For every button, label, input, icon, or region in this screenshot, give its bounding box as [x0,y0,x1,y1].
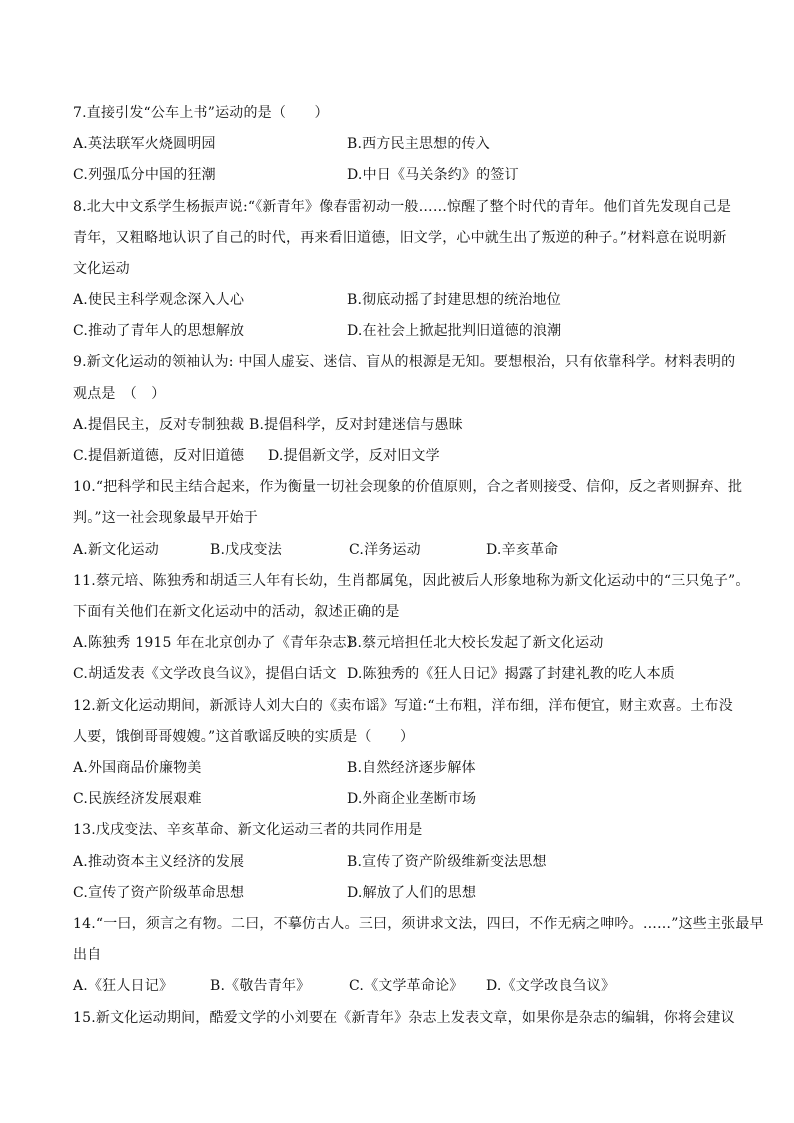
question-11-option-a: A.陈独秀 1915 年在北京创办了《青年杂志》 [73,635,361,651]
question-8-option-b: B.彻底动摇了封建思想的统治地位 [347,292,561,308]
question-11-option-b: B.蔡元培担任北大校长发起了新文化运动 [347,635,604,651]
question-13-option-d: D.解放了人们的思想 [347,885,477,901]
question-7-stem: 7.直接引发“公车上书”运动的是（ ） [73,105,329,121]
question-12-option-d: D.外商企业垄断市场 [347,791,477,807]
question-15-stem: 15.新文化运动期间，酷爱文学的小刘要在《新青年》杂志上发表文章，如果你是杂志的编辑，你将会建议 [73,1010,735,1026]
question-13-option-b: B.宣传了资产阶级维新变法思想 [347,854,547,870]
question-13-option-c: C.宣传了资产阶级革命思想 [73,885,245,901]
question-7-option-a: A.英法联军火烧圆明园 [73,136,216,152]
question-14-option-a: A.《狂人日记》 [73,978,174,994]
question-10-option-a: A.新文化运动 [73,542,159,558]
question-11-stem-line-2: 下面有关他们在新文化运动中的活动，叙述正确的是 [73,604,400,620]
question-9-option-a: A.提倡民主，反对专制独裁 [73,417,245,433]
question-14-option-c: C.《文学革命论》 [349,978,464,994]
question-9-option-c: C.提倡新道德，反对旧道德 [73,448,245,464]
question-10-stem-line-1: 10.“把科学和民主结合起来，作为衡量一切社会现象的价值原则，合之者则接受、信仰，反之者则摒弃、批 [73,479,743,495]
question-7-option-d: D.中日《马关条约》的签订 [347,167,519,183]
question-8-stem-line-3: 文化运动 [73,261,130,277]
question-13-option-a: A.推动资本主义经济的发展 [73,854,245,870]
question-9-option-b: B.提倡科学，反对封建迷信与愚昧 [249,417,463,433]
question-9-stem-line-2: 观点是 （ ） [73,386,166,402]
question-8-option-c: C.推动了青年人的思想解放 [73,323,245,339]
question-14-option-b: B.《敬告青年》 [210,978,311,994]
question-12-stem-line-1: 12.新文化运动期间，新派诗人刘大白的《卖布谣》写道:“土布粗，洋布细，洋布便宜，财主欢喜。土布没 [73,698,733,714]
question-10-option-c: C.洋务运动 [349,542,421,558]
question-14-option-d: D.《文学改良刍议》 [486,978,616,994]
question-10-stem-line-2: 判。”这一社会现象最早开始于 [73,510,258,526]
question-8-option-d: D.在社会上掀起批判旧道德的浪潮 [347,323,562,339]
question-12-option-c: C.民族经济发展艰难 [73,791,202,807]
question-14-stem-line-2: 出自 [73,947,102,963]
question-8-option-a: A.使民主科学观念深入人心 [73,292,245,308]
question-11-option-d: D.陈独秀的《狂人日记》揭露了封建礼教的吃人本质 [347,666,675,682]
question-10-option-b: B.戊戌变法 [210,542,282,558]
question-10-option-d: D.辛亥革命 [486,542,559,558]
question-12-stem-line-2: 人要，饿倒哥哥嫂嫂。”这首歌谣反映的实质是（ ） [73,729,415,745]
question-14-stem-line-1: 14.“一曰，须言之有物。二曰，不摹仿古人。三曰，须讲求文法，四曰，不作无病之呻吟。……”这些主张最早 [73,916,764,932]
question-12-option-a: A.外国商品价廉物美 [73,760,202,776]
question-13-stem: 13.戊戌变法、辛亥革命、新文化运动三者的共同作用是 [73,822,423,838]
question-11-option-c: C.胡适发表《文学改良刍议》，提倡白话文 [73,666,337,682]
question-11-stem-line-1: 11.蔡元培、陈独秀和胡适三人年有长幼，生肖都属兔，因此被后人形象地称为新文化运动中的“三只兔子”。 [73,573,750,589]
question-7-option-c: C.列强瓜分中国的狂潮 [73,167,216,183]
question-8-stem-line-2: 青年，又粗略地认识了自己的时代，再来看旧道德，旧文学，心中就生出了叛逆的种子。”材料意在说明新 [73,230,727,246]
question-9-option-d: D.提倡新文学，反对旧文学 [268,448,440,464]
question-12-option-b: B.自然经济逐步解体 [347,760,476,776]
question-8-stem-line-1: 8.北大中文系学生杨振声说:“《新青年》像春雷初动一般……惊醒了整个时代的青年。他们首先发现自己是 [73,199,732,215]
question-7-option-b: B.西方民主思想的传入 [347,136,490,152]
question-9-stem-line-1: 9.新文化运动的领袖认为: 中国人虚妄、迷信、盲从的根源是无知。要想根治，只有依靠科学。材料表明的 [73,354,736,370]
